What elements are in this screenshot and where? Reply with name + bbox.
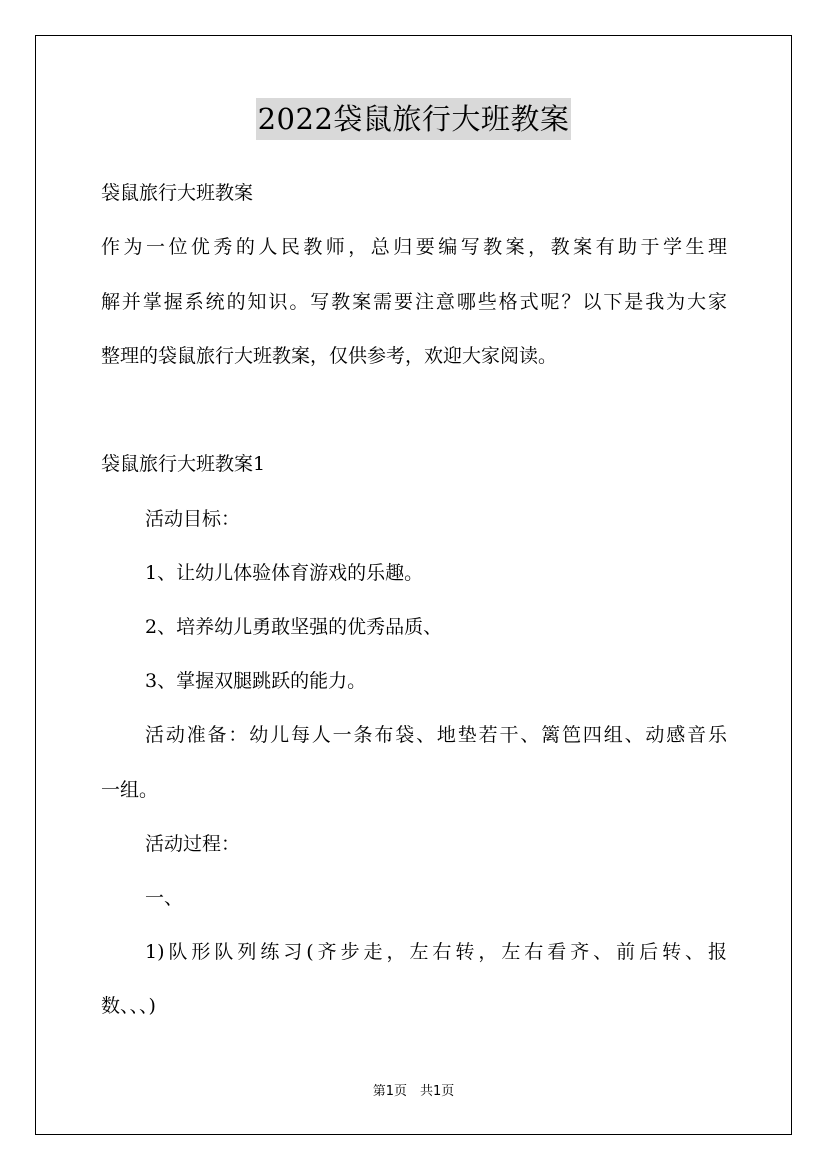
title-container [0,98,827,140]
step-detail-line-1: 1)队形队列练习(齐步走，左右转，左右看齐、前后转、报 [145,941,727,963]
prep-line-1: 活动准备：幼儿每人一条布袋、地垫若干、篱笆四组、动感音乐 [145,724,727,746]
intro-line-3: 整理的袋鼠旅行大班教案，仅供参考，欢迎大家阅读。 [101,345,558,367]
goal-label: 活动目标： [145,508,241,530]
subtitle: 袋鼠旅行大班教案 [101,182,254,204]
document-title: 2022袋鼠旅行大班教案 [256,98,572,140]
prep-line-2: 一组。 [101,779,159,801]
section-heading: 袋鼠旅行大班教案1 [101,453,266,475]
goal-item-2: 2、培养幼儿勇敢坚强的优秀品质、 [145,616,443,638]
intro-line-1: 作为一位优秀的人民教师，总归要编写教案，教案有助于学生理 [101,236,727,258]
page-footer: 第1页 共1页 [372,1084,455,1099]
step-detail-line-2: 数、、、) [101,995,156,1017]
goal-item-3: 3、掌握双腿跳跃的能力。 [145,670,367,692]
goal-item-1: 1、让幼儿体验体育游戏的乐趣。 [145,562,424,584]
step-one: 一、 [145,887,184,909]
intro-line-2: 解并掌握系统的知识。写教案需要注意哪些格式呢？以下是我为大家 [101,291,727,313]
process-label: 活动过程： [145,833,241,855]
